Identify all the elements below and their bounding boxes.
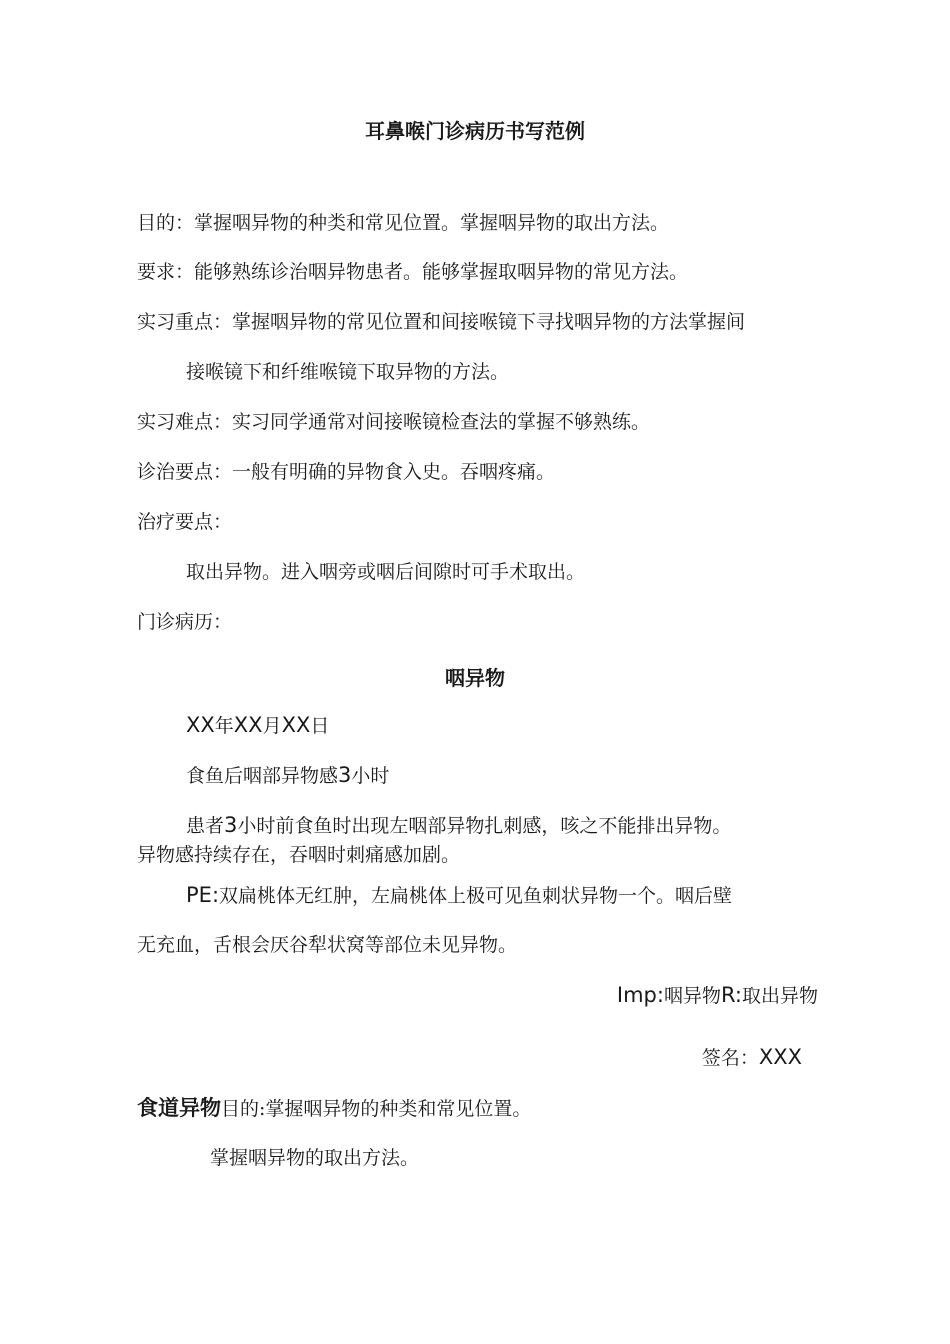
chief-complaint [186, 763, 389, 788]
signature-line [500, 1045, 802, 1070]
imp-colon: : [656, 983, 664, 1007]
history-prefix: 患者 [186, 815, 225, 837]
r-value: 取出异物 [741, 985, 818, 1007]
pe-label: PE [186, 883, 212, 907]
complaint-text: 食鱼后咽部异物感 [186, 765, 339, 787]
physical-exam-line-1 [186, 883, 732, 908]
complaint-unit: 小时 [351, 765, 390, 787]
esophagus-heading: 食道异物 [137, 1096, 221, 1120]
pe-colon: : [211, 883, 220, 907]
record-date [186, 713, 329, 738]
date-year-value: XX [186, 713, 215, 737]
history-line-1 [186, 813, 731, 838]
history-text: 小时前食鱼时出现左咽部异物扎刺感，咳之不能排出异物。 [237, 815, 732, 837]
physical-exam-line-2: 无充血，舌根会厌谷犁状窝等部位未见异物。 [137, 934, 518, 956]
imp-label: Imp [616, 983, 657, 1007]
date-month-unit: 月 [262, 715, 282, 737]
treatment-label: 治疗要点： [137, 511, 233, 533]
signature-label: 签名： [701, 1047, 759, 1069]
r-label: R [720, 983, 735, 1007]
key-points-line-1: 实习重点：掌握咽异物的常见位置和间接喉镜下寻找咽异物的方法掌握间 [137, 311, 746, 333]
date-month-value: XX [233, 713, 263, 737]
date-day-unit: 日 [310, 715, 330, 737]
esophagus-objective: 目的:掌握咽异物的种类和常见位置。 [221, 1098, 532, 1120]
esophagus-line-1 [137, 1096, 531, 1121]
difficulty-line: 实习难点：实习同学通常对间接喉镜检查法的掌握不够熟练。 [137, 411, 651, 433]
impression-line [500, 983, 818, 1008]
objective-line: 目的：掌握咽异物的种类和常见位置。掌握咽异物的取出方法。 [137, 212, 670, 234]
date-year-unit: 年 [214, 715, 234, 737]
treatment-body: 取出异物。进入咽旁或咽后间隙时可手术取出。 [186, 561, 586, 583]
diagnosis-points-line: 诊治要点：一般有明确的异物食入史。吞咽疼痛。 [137, 461, 556, 483]
history-number: 3 [224, 813, 238, 837]
complaint-number: 3 [338, 763, 352, 787]
imp-value: 咽异物 [663, 985, 721, 1007]
pe-text: 双扁桃体无红肿，左扁桃体上极可见鱼刺状异物一个。咽后壁 [219, 885, 733, 907]
r-colon: : [734, 983, 742, 1007]
signature-value: XXX [758, 1045, 802, 1069]
history-line-2: 异物感持续存在，吞咽时刺痛感加剧。 [137, 844, 461, 866]
esophagus-line-2: 掌握咽异物的取出方法。 [210, 1147, 420, 1169]
date-day-value: XX [281, 713, 311, 737]
outpatient-record-label: 门诊病历： [137, 611, 233, 633]
requirement-line: 要求：能够熟练诊治咽异物患者。能够掌握取咽异物的常见方法。 [137, 261, 689, 283]
record-title: 咽异物 [445, 666, 505, 690]
document-title: 耳鼻喉门诊病历书写范例 [365, 119, 585, 143]
key-points-line-2: 接喉镜下和纤维喉镜下取异物的方法。 [186, 361, 510, 383]
